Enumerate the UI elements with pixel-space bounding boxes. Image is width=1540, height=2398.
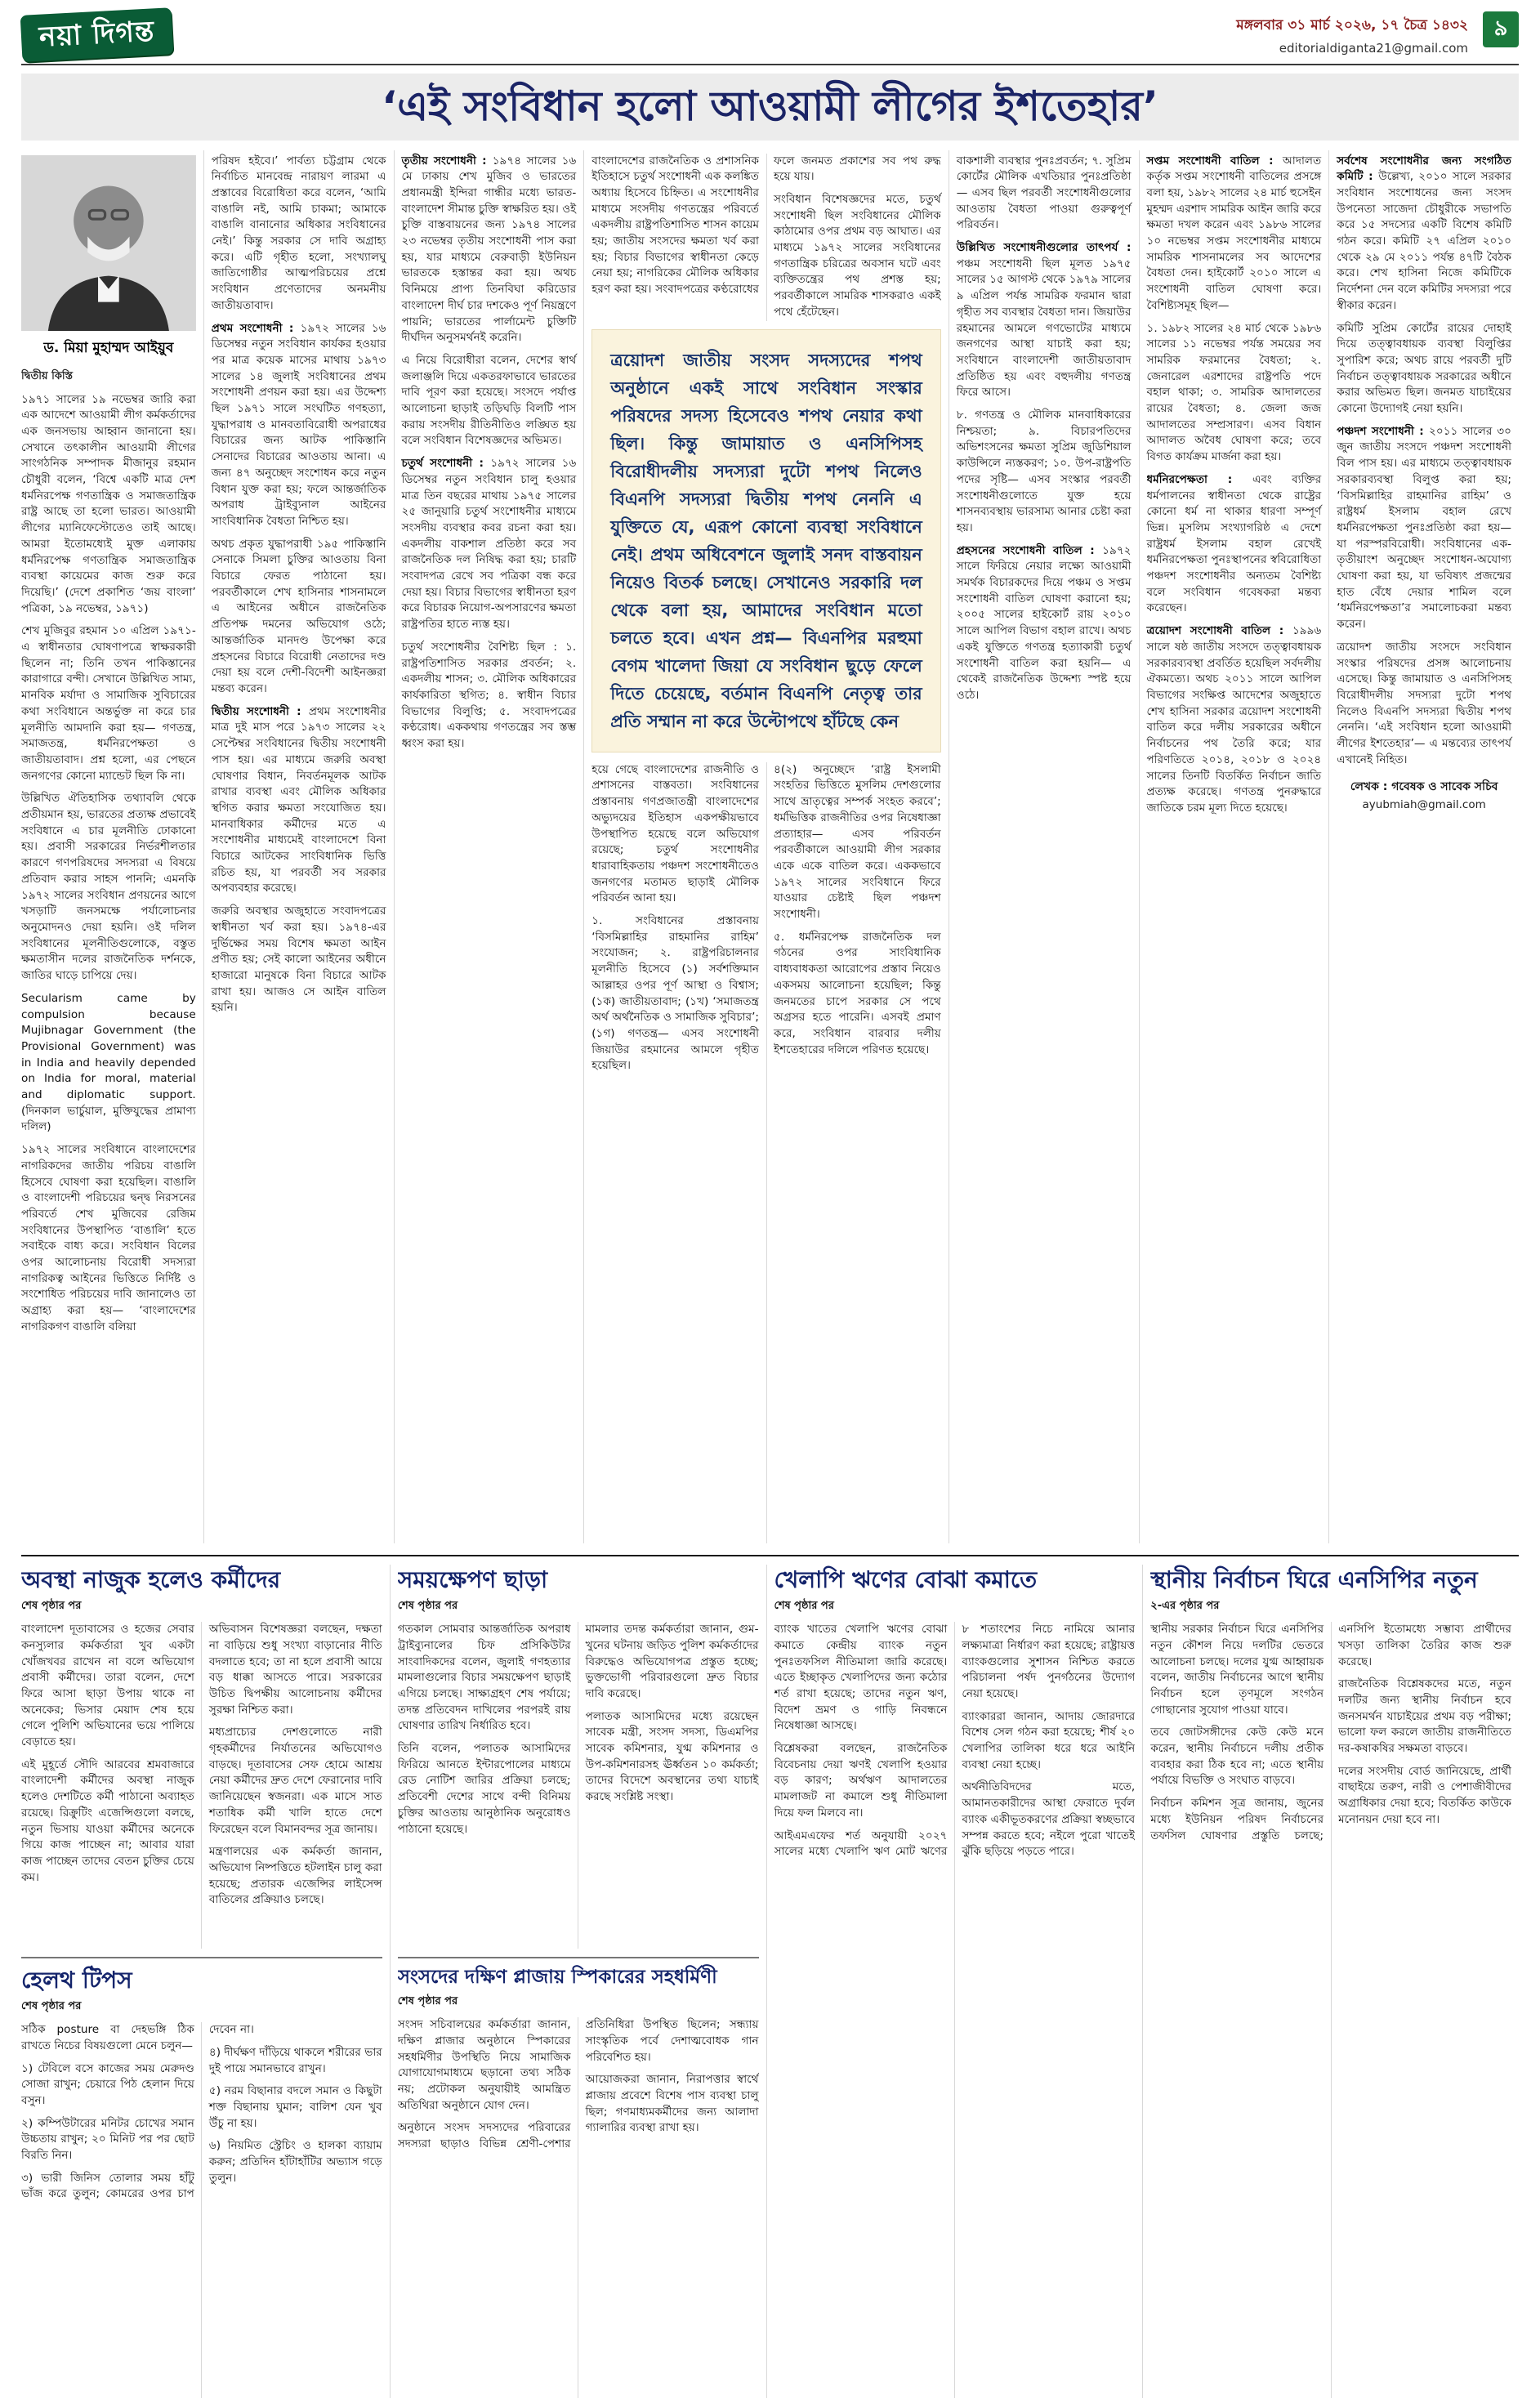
- body-paragraph: ১. ১৯৮২ সালের ২৪ মার্চ থেকে ১৯৮৬ সালের ১১ নভেম্বর পর্যন্ত সময়ের সব সামরিক ফরমানের বৈধতা; ২. জেনারেল এরশাদের রাষ্ট্রপতি পদে বহাল থাকা; ৩. সামরিক আদালতের রায়ের বৈধতা; ৪. জেলা জজ আদালতের সম্প্রসারণ। এসব বিধান আদালত অবৈধ ঘোষণা করে; তবে বিগত কার্যক্রম মার্জনা করা হয়।: [1146, 321, 1322, 464]
- workers-headline: অবস্থা নাজুক হলেও কর্মীদের: [21, 1565, 281, 1593]
- bottom-group-4: [1142, 1565, 1519, 2398]
- body-paragraph: এ নিয়ে বিরোধীরা বলেন, দেশের স্বার্থ জলাঞ্জলি দিয়ে একতরফাভাবে ভারতের দাবি পূরণ করা হয়েছে। সংসদে পর্যাপ্ত আলোচনা ছাড়াই তড়িঘড়ি বিলটি পাস করায় সংসদীয় রীতিনীতিও লঙ্ঘিত হয় বলে সংবিধান বিশেষজ্ঞদের অভিমত।: [401, 353, 577, 448]
- bottom-group-2: [390, 1565, 766, 2398]
- body-paragraph: অভিবাসন বিশেষজ্ঞরা বলছেন, দক্ষতা না বাড়িয়ে শুধু সংখ্যা বাড়ানোর নীতি বদলাতে হবে; তা না হলে প্রবাসী আয়ে বড় ধাক্কা আসতে পারে। সরকারের উচিত দ্বিপক্ষীয় আলোচনায় কর্মীদের সুরক্ষা নিশ্চিত করা।: [208, 1623, 382, 1717]
- body-paragraph: সপ্তম সংশোধনী বাতিল : আদালত কর্তৃক সপ্তম সংশোধনী বাতিলের প্রসঙ্গে বলা হয়, ১৯৮২ সালের ২৪ মার্চ হুসেইন মুহম্মদ এরশাদ সামরিক আইন জারি করে ক্ষমতা দখল করেন এবং ১৯৮৬ সালের ১০ নভেম্বর সপ্তম সংশোধনীর মাধ্যমে সামরিক শাসনামলের সব আদেশের বৈধতা দেন। হাইকোর্ট ২০১০ সালে এ সংশোধনী বাতিল ঘোষণা করে। বৈশিষ্ট্যসমূহ ছিল—: [1146, 154, 1322, 312]
- body-paragraph: অথচ প্রকৃত যুদ্ধাপরাধী ১৯৫ পাকিস্তানি সেনাকে সিমলা চুক্তির আওতায় বিনা বিচারে ফেরত পাঠানো হয়। পরবর্তীকালে শেখ হাসিনার শাসনামলে এ আইনের অধীনে রাজনৈতিক প্রতিপক্ষ দমনের অভিযোগ ওঠে; আন্তর্জাতিক মানদণ্ড উপেক্ষা করে প্রহসনের বিচারে বিরোধী নেতাদের দণ্ড দেয়া হয় বলে দেশী-বিদেশী আইনজ্ঞরা মন্তব্য করেন।: [211, 537, 386, 695]
- body-paragraph: সঠিক posture বা দেহভঙ্গি ঠিক রাখতে নিচের বিষয়গুলো মেনে চলুন—: [21, 2023, 194, 2052]
- masthead-logo: নয়া দিগন্ত: [20, 7, 174, 62]
- headline-band: [21, 74, 1519, 141]
- body-paragraph: ৪(২) অনুচ্ছেদে ‘রাষ্ট্র ইসলামী সংহতির ভিত্তিতে মুসলিম দেশগুলোর সাথে ভ্রাতৃত্বের সম্পর্ক সংহত করবে’; ধর্মভিত্তিক রাজনীতির ওপর নিষেধাজ্ঞা প্রত্যাহার— এসব পরিবর্তন পরবর্তীকালে আওয়ামী লীগ সরকার একে একে বাতিল করে। এককভাবে ১৯৭২ সালের সংবিধানে ফিরে যাওয়ার চেষ্টাই ছিল পঞ্চদশ সংশোধনী।: [774, 762, 941, 922]
- article-column-6: [949, 150, 1139, 1543]
- mid-columns-top-text: [591, 154, 941, 321]
- body-paragraph: এই মুহূর্তে সৌদি আরবের শ্রমবাজারে বাংলাদেশী কর্মীদের অবস্থা নাজুক হলেও দেশটিতে কর্মী পাঠানো অব্যাহত রয়েছে। রিক্রুটিং এজেন্সিগুলো বলছে, নতুন ভিসায় যাওয়া কর্মীদের অনেকে গিয়ে কাজ পাচ্ছেন না; আবার যারা কাজ পাচ্ছেন তাদের বেতন চুক্তির চেয়ে কম।: [21, 1757, 194, 1884]
- author-credit-email: ayubmiah@gmail.com: [1362, 797, 1486, 811]
- mid-columns-bottom-text: [591, 762, 941, 1543]
- body-paragraph: তবে জোটসঙ্গীদের কেউ কেউ মনে করেন, স্থানীয় নির্বাচনে দলীয় প্রতীক ব্যবহার করা ঠিক হবে না; এতে স্থানীয় পর্যায়ে বিভক্তি ও সংঘাত বাড়বে।: [1150, 1726, 1324, 1788]
- body-paragraph: কমিটি সুপ্রিম কোর্টের রায়ের দোহাই দিয়ে তত্ত্বাবধায়ক ব্যবস্থা বিলুপ্তির সুপারিশ করে; অথচ রায়ে পরবর্তী দুটি নির্বাচন তত্ত্বাবধায়ক সরকারের অধীনে করার অভিমত ছিল। জনমত যাচাইয়ের কোনো উদ্যোগই নেয়া হয়নি।: [1337, 321, 1511, 416]
- body-paragraph: রাজনৈতিক বিশ্লেষকদের মতে, নতুন দলটির জন্য স্থানীয় নির্বাচন হবে জনসমর্থন যাচাইয়ের প্রথম বড় পরীক্ষা; ভালো ফল করলে জাতীয় রাজনীতিতে দর-কষাকষির সক্ষমতা বাড়বে।: [1338, 1677, 1511, 1756]
- section-divider: [21, 1555, 1519, 1556]
- body-paragraph: অনুষ্ঠানে সংসদ সদস্যদের পরিবারের সদস্যরা ছাড়াও বিভিন্ন শ্রেণী-পেশার প্রতিনিধিরা উপস্থিত ছিলেন; সন্ধ্যায় সাংস্কৃতিক পর্বে দেশাত্মবোধক গান পরিবেশিত হয়।: [397, 2018, 759, 2151]
- body-paragraph: দ্বিতীয় সংশোধনী : প্রথম সংশোধনীর মাত্র দুই মাস পরে ১৯৭৩ সালের ২২ সেপ্টেম্বর সংবিধানের দ্বিতীয় সংশোধনী পাস হয়। এর মাধ্যমে জরুরি অবস্থা ঘোষণার বিধান, নিবর্তনমূলক আটক রাখার ব্যবস্থা এবং মৌলিক অধিকার স্থগিত করার ক্ষমতা সংযোজিত হয়। মানবাধিকার কর্মীদের মতে এ সংশোধনীর মাধ্যমেই বাংলাদেশে বিনা বিচারে আটকের সাংবিধানিক ভিত্তি রচিত হয়, যা পরবর্তী সব সরকার অপব্যবহার করেছে।: [211, 704, 386, 895]
- body-paragraph: মধ্যপ্রাচ্যের দেশগুলোতে নারী গৃহকর্মীদের নির্যাতনের অভিযোগও বাড়ছে। দূতাবাসের সেফ হোমে আশ্রয় নেয়া কর্মীদের দ্রুত দেশে ফেরানোর দাবি জানিয়েছেন স্বজনরা। এক মাসে সাত শতাধিক কর্মী খালি হাতে দেশে ফিরেছেন বলে বিমানবন্দর সূত্র জানায়।: [208, 1726, 382, 1836]
- article-column-1: [21, 150, 203, 1543]
- article-tribunal-delay: [398, 1565, 759, 1949]
- body-paragraph: ২) কম্পিউটারের মনিটর চোখের সমান উচ্চতায় রাখুন; ২০ মিনিট পর পর ছোট বিরতি নিন।: [21, 2116, 194, 2163]
- page-header: [0, 0, 1540, 64]
- body-paragraph: তৃতীয় সংশোধনী : ১৯৭৪ সালের ১৬ মে ঢাকায় শেখ মুজিব ও ভারতের প্রধানমন্ত্রী ইন্দিরা গান্ধীর মধ্যে ভারত-বাংলাদেশ সীমান্ত চুক্তি স্বাক্ষরিত হয়। ওই চুক্তি বাস্তবায়নের জন্য ১৯৭৪ সালের ২৩ নভেম্বর তৃতীয় সংশোধনী পাস করা হয়, যার মাধ্যমে বেরুবাড়ী ইউনিয়ন ভারতকে হস্তান্তর করা হয়। অথচ বিনিময়ে প্রাপ্য তিনবিঘা করিডোর বাংলাদেশ দীর্ঘ চার দশকেও পূর্ণ নিয়ন্ত্রণে পায়নি; ভারতের পার্লামেন্ট চুক্তিটি দীর্ঘদিন অনুসমর্থনই করেনি।: [401, 154, 577, 345]
- article-workers: [21, 1565, 382, 1949]
- article-column-2: [203, 150, 394, 1543]
- article-speaker-spouse: [398, 1957, 759, 2398]
- health-tips-body: [21, 2022, 382, 2397]
- body-paragraph: ত্রয়োদশ জাতীয় সংসদে সংবিধান সংস্কার পরিষদের প্রসঙ্গ আলোচনায় এসেছে। কিন্তু জামায়াত ও এনসিপিসহ বিরোধীদলীয় সদস্যরা দুটো শপথ নিলেও বিএনপি সদস্যরা দ্বিতীয় শপথ নেননি। ‘এই সংবিধান হলো আওয়ামী লীগের ইশতেহার’— এ মন্তব্যের তাৎপর্য এখানেই নিহিত।: [1337, 640, 1511, 766]
- body-paragraph: বিশ্লেষকরা বলছেন, রাজনৈতিক বিবেচনায় দেয়া ঋণই খেলাপি হওয়ার বড় কারণ; অর্থঋণ আদালতের মামলাজট না কমালে শুধু নীতিমালা দিয়ে ফল মিলবে না।: [774, 1742, 948, 1820]
- body-paragraph: জরুরি অবস্থার অজুহাতে সংবাদপত্রের স্বাধীনতা খর্ব করা হয়। ১৯৭৪-এর দুর্ভিক্ষের সময় বিশেষ ক্ষমতা আইন প্রণীত হয়; সেই কালো আইনের অধীনে হাজারো মানুষকে বিনা বিচারে আটক রাখা হয়। আজও সে আইন বাতিল হয়নি।: [211, 904, 386, 1015]
- body-paragraph: ৫) নরম বিছানার বদলে সমান ও কিছুটা শক্ত বিছানায় ঘুমান; বালিশ যেন খুব উঁচু না হয়।: [208, 2084, 382, 2130]
- body-paragraph: শেখ মুজিবুর রহমান ১০ এপ্রিল ১৯৭১-এ স্বাধীনতার ঘোষণাপত্রে স্বাক্ষরকারী ছিলেন না; তিনি তখন পাকিস্তানের কারাগারে বন্দী। সেখানে উল্লিখিত সাম্য, মানবিক মর্যাদা ও সামাজিক সুবিচারের কথা সংবিধানে অন্তর্ভুক্ত না করে চার মূলনীতি আমদানি করা হয়— গণতন্ত্র, সমাজতন্ত্র, ধর্মনিরপেক্ষতা ও জাতীয়তাবাদ। প্রশ্ন হলো, এর পেছনে জনগণের কোনো ম্যান্ডেট ছিল কি না।: [21, 624, 196, 783]
- delay-continued-from: শেষ পৃষ্ঠার পর: [397, 1600, 458, 1613]
- dateline: মঙ্গলবার ৩১ মার্চ ২০২৬, ১৭ চৈত্র ১৪৩২: [1236, 17, 1468, 33]
- author-name: ড. মিয়া মুহাম্মদ আইয়ুব: [43, 339, 174, 356]
- body-paragraph: ৫. ধর্মনিরপেক্ষ রাজনৈতিক দল গঠনের ওপর সাংবিধানিক বাধ্যবাধকতা আরোপের প্রস্তাব নিয়েও একসময় আলোচনা হয়েছিল; কিন্তু জনমতের চাপে সরকার সে পথে অগ্রসর হতে পারেনি। এসবই প্রমাণ করে, সংবিধান বারবার দলীয় ইশতেহারের দলিলে পরিণত হয়েছে।: [774, 930, 941, 1056]
- article-defaulted-loans: [774, 1565, 1136, 2398]
- loans-continued-from: শেষ পৃষ্ঠার পর: [774, 1600, 834, 1613]
- column-8-body: [1337, 154, 1511, 769]
- article-columns-4-5: [583, 150, 949, 1543]
- ncp-body: [1150, 1622, 1511, 2397]
- bottom-group-1: [21, 1565, 390, 2398]
- article-ncp-local-elections: [1150, 1565, 1511, 2398]
- speaker-continued-from: শেষ পৃষ্ঠার পর: [397, 1995, 458, 2008]
- health-tips-continued-from: শেষ পৃষ্ঠার পর: [21, 2000, 82, 2013]
- loans-body: [774, 1622, 1136, 2397]
- body-paragraph: বাংলাদেশের রাজনৈতিক ও প্রশাসনিক ইতিহাসে চতুর্থ সংশোধনী এক কলঙ্কিত অধ্যায় হিসেবে চিহ্নিত। এ সংশোধনীর মাধ্যমে সংসদীয় গণতন্ত্রের পরিবর্তে একদলীয় রাষ্ট্রপতিশাসিত শাসন কায়েম হয়; জাতীয় সংসদের ক্ষমতা খর্ব করা হয়; বিচার বিভাগের স্বাধীনতা কেড়ে নেয়া হয়; নাগরিকের মৌলিক অধিকার হরণ করা হয়। সংবাদপত্রের কণ্ঠরোধের ফলে জনমত প্রকাশের সব পথ রুদ্ধ হয়ে যায়।: [591, 154, 941, 297]
- contact-email: editorialdiganta21@gmail.com: [1279, 41, 1468, 56]
- header-divider: [21, 64, 1519, 65]
- health-tips-headline: হেলথ টিপস: [21, 1966, 132, 1994]
- body-paragraph: দলের সংসদীয় বোর্ড জানিয়েছে, প্রার্থী বাছাইয়ে তরুণ, নারী ও পেশাজীবীদের অগ্রাধিকার দেয়া হবে; বিতর্কিত কাউকে মনোনয়ন দেয়া হবে না।: [1338, 1764, 1511, 1826]
- speaker-headline: সংসদের দক্ষিণ প্লাজায় স্পিকারের সহধর্মিণী: [397, 1966, 717, 1988]
- body-paragraph: উল্লিখিত সংশোধনীগুলোর তাৎপর্য : পঞ্চম সংশোধনী ছিল মূলত ১৯৭৫ সালের ১৫ আগস্ট থেকে ১৯৭৯ সালের ৯ এপ্রিল পর্যন্ত সামরিক ফরমান দ্বারা গৃহীত সব ব্যবস্থার বৈধতা দান। জিয়াউর রহমানের আমলে গণভোটের মাধ্যমে জনগণের আস্থা যাচাই করা হয়; সংবিধানে বাংলাদেশী জাতীয়তাবাদ প্রতিষ্ঠিত হয় এবং বহুদলীয় গণতন্ত্র ফিরে আসে।: [956, 241, 1132, 400]
- body-paragraph: প্রথম সংশোধনী : ১৯৭২ সালের ১৬ ডিসেম্বর নতুন সংবিধান কার্যকর হওয়ার পর মাত্র কয়েক মাসের মাথায় ১৯৭৩ সালের ১৪ জুলাই সংবিধানের প্রথম সংশোধনী প্রণয়ন করা হয়। এর উদ্দেশ্য ছিল ১৯৭১ সালে সংঘটিত গণহত্যা, যুদ্ধাপরাধ ও মানবতাবিরোধী অপরাধের বিচারের জন্য আটক পাকিস্তানি সেনাদের বিচারের আওতায় আনা। এ জন্য ৪৭ অনুচ্ছেদ সংশোধন করে নতুন বিধান যুক্ত করা হয়; ফলে আন্তর্জাতিক অপরাধ ট্রাইব্যুনাল আইনের সাংবিধানিক বৈধতা নিশ্চিত হয়।: [211, 321, 386, 528]
- page-number-badge: ৯: [1483, 11, 1519, 47]
- body-paragraph: গতকাল সোমবার আন্তর্জাতিক অপরাধ ট্রাইব্যুনালের চিফ প্রসিকিউটর সাংবাদিকদের বলেন, জুলাই গণহত্যার মামলাগুলোর বিচার সময়ক্ষেপণ ছাড়াই এগিয়ে চলছে। সাক্ষ্যগ্রহণ শেষ পর্যায়ে; তদন্ত প্রতিবেদন দাখিলের পরপরই রায় ঘোষণার তারিখ নির্ধারিত হবে।: [397, 1623, 571, 1733]
- body-paragraph: চতুর্থ সংশোধনী : ১৯৭২ সালের ১৬ ডিসেম্বর নতুন সংবিধান চালু হওয়ার মাত্র তিন বছরের মাথায় ১৯৭৫ সালের ২৫ জানুয়ারি চতুর্থ সংশোধনীর মাধ্যমে সংসদীয় ব্যবস্থার কবর রচনা করা হয়। একদলীয় বাকশাল প্রতিষ্ঠা করে সব রাজনৈতিক দল নিষিদ্ধ করা হয়; চারটি সংবাদপত্র রেখে সব পত্রিকা বন্ধ করে দেয়া হয়। বিচার বিভাগের স্বাধীনতা হরণ করে বিচারক নিয়োগ-অপসারণের ক্ষমতা রাষ্ট্রপতির হাতে ন্যস্ত হয়।: [401, 457, 577, 632]
- workers-body: [21, 1622, 382, 1948]
- body-paragraph: ১) টেবিলে বসে কাজের সময় মেরুদণ্ড সোজা রাখুন; চেয়ারে পিঠ হেলান দিয়ে বসুন।: [21, 2061, 194, 2107]
- body-paragraph: উল্লিখিত ঐতিহাসিক তথ্যাবলি থেকে প্রতীয়মান হয়, ভারতের প্রত্যক্ষ প্রভাবেই সংবিধানে এ চার মূলনীতি ঢোকানো হয়। প্রবাসী সরকারের নির্ভরশীলতার কারণে গণপরিষদের সদস্যরা এ বিষয়ে প্রতিবাদ করার সাহস পাননি; এমনকি ১৯৭২ সালের সংবিধান প্রণয়নের আগে খসড়াটি জনসমক্ষে পর্যালোচনার অনুমোদনও দেয়া হয়নি। ওই দলিল সংবিধানের মূলনীতিগুলোকে, বস্তুত ক্ষমতাসীন দলের রাজনৈতিক দর্শনকে, জাতির ঘাড়ে চাপিয়ে দেয়।: [21, 792, 196, 983]
- body-paragraph: ৬) নিয়মিত স্ট্রেচিং ও হালকা ব্যায়াম করুন; প্রতিদিন হাঁটাহাঁটির অভ্যাস গড়ে তুলুন।: [208, 2139, 382, 2185]
- body-paragraph: ব্যাংকাররা জানান, আদায় জোরদারে বিশেষ সেল গঠন করা হয়েছে; শীর্ষ ২০ খেলাপির তালিকা ধরে ধরে আইনি ব্যবস্থা নেয়া হচ্ছে।: [962, 1709, 1136, 1771]
- workers-continued-from: শেষ পৃষ্ঠার পর: [21, 1600, 82, 1613]
- body-paragraph: ১৯৭১ সালের ১৯ নভেম্বর জারি করা এক আদেশে আওয়ামী লীগ কর্মকর্তাদের এক জনসভায় আহ্বান জানানো হয়। সেখানে তৎকালীন আওয়ামী লীগের সাংগঠনিক সম্পাদক মীজানুর রহমান চৌধুরী বলেন, ‘বিশ্বে একটি মাত্র দেশ ধর্মনিরপেক্ষ গণতান্ত্রিক ও সমাজতান্ত্রিক রাষ্ট্র আছে তা হলো ভারত। আওয়ামী লীগের ম্যানিফেস্টোতেও তাই আছে। আমরা ইতোমধ্যেই মুক্ত এলাকায় ধর্মনিরপেক্ষ গণতান্ত্রিক সমাজতান্ত্রিক ব্যবস্থা কায়েমের কাজ শুরু করে দিয়েছি।’ (দেশে প্রকাশিত ‘জয় বাংলা’ পত্রিকা, ১৯ নভেম্বর, ১৯৭১): [21, 392, 196, 615]
- article-health-tips: [21, 1957, 382, 2398]
- body-paragraph: অর্থনীতিবিদদের মতে, আমানতকারীদের আস্থা ফেরাতে দুর্বল ব্যাংক একীভূতকরণের প্রক্রিয়া স্বচ্ছভাবে সম্পন্ন করতে হবে; নইলে পুরো খাতেই ঝুঁকি ছড়িয়ে পড়তে পারে।: [962, 1780, 1136, 1859]
- ncp-continued-from: ২-এর পৃষ্ঠার পর: [1150, 1600, 1220, 1613]
- body-paragraph: সংসদ সচিবালয়ের কর্মকর্তারা জানান, দক্ষিণ প্লাজার অনুষ্ঠানে স্পিকারের সহধর্মিণীর উপস্থিতি নিয়ে সামাজিক যোগাযোগমাধ্যমে ছড়ানো তথ্য সঠিক নয়; প্রটোকল অনুযায়ীই আমন্ত্রিত অতিথিরা অনুষ্ঠানে যোগ দেন।: [397, 2018, 571, 2112]
- author-photo: [21, 155, 196, 331]
- article-column-7: [1139, 150, 1329, 1543]
- ncp-headline: স্থানীয় নির্বাচন ঘিরে এনসিপির নতুন: [1150, 1565, 1478, 1593]
- bottom-section: [21, 1565, 1519, 2398]
- author-card: [21, 155, 196, 360]
- article-column-3: [394, 150, 584, 1543]
- body-paragraph: ১. সংবিধানের প্রস্তাবনায় ‘বিসমিল্লাহির রাহমানির রাহিম’ সংযোজন; ২. রাষ্ট্রপরিচালনার মূলনীতি হিসেবে (১) সর্বশক্তিমান আল্লাহর ওপর পূর্ণ আস্থা ও বিশ্বাস; (১ক) জাতীয়তাবাদ; (১খ) ‘সমাজতন্ত্র অর্থ অর্থনৈতিক ও সামাজিক সুবিচার’; (১গ) গণতন্ত্র— এসব সংশোধনী জিয়াউর রহমানের আমলে গৃহীত হয়েছিল।: [591, 914, 759, 1073]
- body-paragraph: ১৯৭২ সালের সংবিধানে বাংলাদেশের নাগরিকদের জাতীয় পরিচয় বাঙালি হিসেবে ঘোষণা করা হয়েছিল। বাঙালি ও বাংলাদেশী পরিচয়ের দ্বন্দ্ব নিরসনের পরিবর্তে শেখ মুজিবের রেজিম সংবিধানের উপস্থাপিত ‘বাঙালি’ হতে সবাইকে বাধ্য করে। সংবিধান বিলের ওপর আলোচনায় বিরোধী সদস্যরা নাগরিকত্ব আইনের ভিত্তিতে নির্দিষ্ট ও সংশোধিত পরিচয়ের দাবি জানালেও তা অগ্রাহ্য করা হয়— ‘বাংলাদেশের নাগরিকগণ বাঙালি বলিয়া: [21, 1143, 196, 1333]
- main-headline: ‘এই সংবিধান হলো আওয়ামী লীগের ইশতেহার’: [382, 83, 1158, 130]
- loans-headline: খেলাপি ঋণের বোঝা কমাতে: [774, 1565, 1038, 1593]
- pull-quote: ত্রয়োদশ জাতীয় সংসদ সদস্যদের শপথ অনুষ্ঠানে একই সাথে সংবিধান সংস্কার পরিষদের সদস্য হিসেবেও শপথ নেয়ার কথা ছিল। কিন্তু জামায়াত ও এনসিপিসহ বিরোধীদলীয় সদস্যরা দুটো শপথ নিলেও বিএনপি সদস্যরা দ্বিতীয় শপথ নেননি এ যুক্তিতে যে, এরূপ কোনো ব্যবস্থা সংবিধানে নেই। প্রথম অধিবেশনে জুলাই সনদ বাস্তবায়ন নিয়েও বিতর্ক চলছে। সেখানেও সরকারি দল থেকে বলা হয়, আমাদের সংবিধান মতো চলতে হবে। এখন প্রশ্ন— বিএনপির মরহুমা বেগম খালেদা জিয়া যে সংবিধান ছুড়ে ফেলে দিতে চেয়েছে, বর্তমান বিএনপি নেতৃত্ব তার প্রতি সম্মান না করে উল্টোপথে হাঁটছে কেন: [591, 329, 941, 752]
- body-paragraph: মন্ত্রণালয়ের এক কর্মকর্তা জানান, অভিযোগ নিষ্পত্তিতে হটলাইন চালু করা হয়েছে; প্রতারক এজেন্সির লাইসেন্স বাতিলের প্রক্রিয়াও চলছে।: [208, 1845, 382, 1907]
- body-paragraph: বাংলাদেশ দূতাবাসের ও হজের সেবার কনস্যুলার কর্মকর্তারা খুব একটা খোঁজখবর রাখেন না বলে অভিযোগ প্রবাসী কর্মীদের। তারা বলেন, দেশে ফিরে আসা ছাড়া উপায় থাকে না অনেকের; ভিসার মেয়াদ শেষ হয়ে গেলে পুলিশি অভিযানের ভয়ে পালিয়ে বেড়াতে হয়।: [21, 1623, 194, 1749]
- body-paragraph: পঞ্চদশ সংশোধনী : ২০১১ সালের ৩০ জুন জাতীয় সংসদে পঞ্চদশ সংশোধনী বিল পাস হয়। এর মাধ্যমে তত্ত্বাবধায়ক সরকারব্যবস্থা বিলুপ্ত করা হয়; ‘বিসমিল্লাহির রাহমানির রাহিম’ ও রাষ্ট্রধর্ম ইসলাম বহাল রেখে ধর্মনিরপেক্ষতা পুনঃপ্রতিষ্ঠা করা হয়— যা পরস্পরবিরোধী। সংবিধানের এক-তৃতীয়াংশ অনুচ্ছেদ সংশোধন-অযোগ্য ঘোষণা করা হয়, যা ভবিষ্যৎ প্রজন্মের হাত বেঁধে দেয়ার শামিল বলে ‘ধর্মনিরপেক্ষতা’র সমালোচকরা মন্তব্য করেন।: [1337, 424, 1511, 632]
- body-paragraph: স্থানীয় সরকার নির্বাচন ঘিরে এনসিপির নতুন কৌশল নিয়ে দলটির ভেতরে আলোচনা চলছে। দলের যুগ্ম আহ্বায়ক বলেন, জাতীয় নির্বাচনের আগে স্থানীয় নির্বাচন হলে তৃণমূলে সংগঠন গোছানোর সুযোগ পাওয়া যাবে।: [1150, 1623, 1324, 1717]
- article-column-8: [1328, 150, 1519, 1543]
- body-paragraph: ৩) ভারী জিনিস তোলার সময় হাঁটু ভাঁজ করে তুলুন; কোমরের ওপর চাপ দেবেন না।: [21, 2023, 254, 2201]
- body-paragraph: সংবিধান বিশেষজ্ঞদের মতে, চতুর্থ সংশোধনী ছিল সংবিধানের মৌলিক কাঠামোর ওপর প্রথম বড় আঘাত। এর মাধ্যমে ১৯৭২ সালের সংবিধানের গণতান্ত্রিক চরিত্রের অবসান ঘটে এবং ব্যক্তিতন্ত্রের পথ প্রশস্ত হয়; পরবর্তীকালে সামরিক শাসকরাও একই পথে হেঁটেছেন।: [774, 192, 941, 319]
- body-paragraph: ধর্মনিরপেক্ষতা : এবং ব্যক্তির ধর্মপালনের স্বাধীনতা থেকে রাষ্ট্রের কোনো ধর্ম না থাকার ধারণা সম্পূর্ণ ভিন্ন। মুসলিম সংখ্যাগরিষ্ঠ এ দেশে রাষ্ট্রধর্ম ইসলাম বহাল রেখেই ধর্মনিরপেক্ষতা পুনঃস্থাপনের স্ববিরোধিতা পঞ্চদশ সংশোধনীর অন্যতম বৈশিষ্ট্য বলে সংবিধান গবেষকরা মন্তব্য করেছেন।: [1146, 472, 1322, 615]
- body-paragraph: পলাতক আসামিদের মধ্যে রয়েছেন সাবেক মন্ত্রী, সংসদ সদস্য, ডিএমপির সাবেক কমিশনার, যুগ্ম কমিশনার ও উপ-কমিশনারসহ ঊর্ধ্বতন ১০ কর্মকর্তা; তাদের বিদেশে অবস্থানের তথ্য যাচাই করছে সংশ্লিষ্ট সংস্থা।: [585, 1709, 759, 1804]
- body-paragraph: প্রহসনের সংশোধনী বাতিল : ১৯৭২ সালে ফিরিয়ে নেয়ার লক্ষ্যে আওয়ামী সমর্থক বিচারকদের দিয়ে পঞ্চম ও সপ্তম সংশোধনী বাতিল ঘোষণা করানো হয়; ২০০৫ সালের হাইকোর্ট রায় ২০১০ সালে আপিল বিভাগ বহাল রাখে। অথচ একই যুক্তিতে গণতন্ত্র হত্যাকারী চতুর্থ সংশোধনী বাতিল করা হয়নি— এ থেকেই রাজনৈতিক উদ্দেশ্য স্পষ্ট হয়ে ওঠে।: [956, 543, 1132, 702]
- body-paragraph: ত্রয়োদশ সংশোধনী বাতিল : ১৯৯৬ সালে ষষ্ঠ জাতীয় সংসদে তত্ত্বাবধায়ক সরকারব্যবস্থা প্রবর্তিত হয়েছিল সর্বদলীয় ঐকমত্যে। অথচ ২০১১ সালে আপিল বিভাগের সংক্ষিপ্ত আদেশের অজুহাতে শেখ হাসিনা সরকার ত্রয়োদশ সংশোধনী বাতিল করে দলীয় সরকারের অধীনে নির্বাচনের পথ তৈরি করে; যার পরিণতিতে ২০১৪, ২০১৮ ও ২০২৪ সালের তিনটি বিতর্কিত নির্বাচন জাতি প্রত্যক্ষ করেছে। গণতন্ত্র পুনরুদ্ধারে জাতিকে চরম মূল্য দিতে হয়েছে।: [1146, 624, 1322, 815]
- body-paragraph: চতুর্থ সংশোধনীর বৈশিষ্ট্য ছিল : ১. রাষ্ট্রপতিশাসিত সরকার প্রবর্তন; ২. একদলীয় শাসন; ৩. মৌলিক অধিকারের কার্যকারিতা স্থগিত; ৪. স্বাধীন বিচার বিভাগের বিলুপ্তি; ৫. সংবাদপত্রের কণ্ঠরোধ। এককথায় গণতন্ত্রের সব স্তম্ভ ধ্বংস করা হয়।: [401, 640, 577, 751]
- bottom-group-3: [766, 1565, 1143, 2398]
- lead-article: [21, 150, 1519, 1543]
- body-paragraph: বাকশালী ব্যবস্থার পুনঃপ্রবর্তন; ৭. সুপ্রিম কোর্টের মৌলিক এখতিয়ার পুনঃপ্রতিষ্ঠা— এসব ছিল পরবর্তী সংশোধনীগুলোর আওতায় বৈধতা পাওয়া গুরুত্বপূর্ণ পরিবর্তন।: [956, 154, 1132, 232]
- author-credit: লেখক : গবেষক ও সাবেক সচিব: [1350, 779, 1498, 793]
- body-paragraph: ৪) দীর্ঘক্ষণ দাঁড়িয়ে থাকলে শরীরের ভার দুই পায়ে সমানভাবে রাখুন।: [208, 2045, 382, 2075]
- body-paragraph: আইএমএফের শর্ত অনুযায়ী ২০২৭ সালের মধ্যে খেলাপি ঋণ মোট ঋণের ৮ শতাংশের নিচে নামিয়ে আনার লক্ষ্যমাত্রা নির্ধারণ করা হয়েছে; রাষ্ট্রায়ত্ত ব্যাংকগুলোর সুশাসন নিশ্চিত করতে পরিচালনা পর্ষদ পুনর্গঠনের উদ্যোগ নেয়া হয়েছে।: [774, 1623, 1136, 1859]
- body-paragraph: নির্বাচন কমিশন সূত্র জানায়, জুনের মধ্যে ইউনিয়ন পরিষদ নির্বাচনের তফসিল ঘোষণার প্রস্তুতি চলছে; এনসিপি ইতোমধ্যে সম্ভাব্য প্রার্থীদের খসড়া তালিকা তৈরির কাজ শুরু করেছে।: [1150, 1623, 1511, 1842]
- body-paragraph: ৮. গণতন্ত্র ও মৌলিক মানবাধিকারের নিশ্চয়তা; ৯. বিচারপতিদের অভিশংসনের ক্ষমতা সুপ্রিম জুডিশিয়াল কাউন্সিলে ন্যস্তকরণ; ১০. উপ-রাষ্ট্রপতি পদের সৃষ্টি— এসব সংস্কার পরবর্তী সংশোধনীগুলোতে যুক্ত হয়ে শাসনব্যবস্থায় ভারসাম্য আনার চেষ্টা করা হয়।: [956, 409, 1132, 534]
- delay-body: [398, 1622, 759, 1948]
- delay-headline: সময়ক্ষেপণ ছাড়া: [397, 1565, 548, 1593]
- body-paragraph: সর্বশেষ সংশোধনীর জন্য সংগঠিত কমিটি : উল্লেখ্য, ২০১০ সালে সরকার সংবিধান সংশোধনের জন্য সংসদ উপনেতা সাজেদা চৌধুরীকে সভাপতি করে ১৫ সদস্যের একটি বিশেষ কমিটি গঠন করে। কমিটি ২৭ এপ্রিল ২০১০ থেকে ২৯ মে ২০১১ পর্যন্ত ৪৭টি বৈঠক করে। শেখ হাসিনা নিজে কমিটিকে নির্দেশনা দেন বলে কমিটির সদস্যরা পরে স্বীকার করেন।: [1337, 154, 1511, 312]
- body-paragraph: আয়োজকরা জানান, নিরাপত্তার স্বার্থে প্লাজায় প্রবেশে বিশেষ পাস ব্যবস্থা চালু ছিল; গণমাধ্যমকর্মীদের জন্য আলাদা গ্যালারির ব্যবস্থা রাখা হয়।: [585, 2073, 759, 2135]
- speaker-body: [398, 2017, 759, 2397]
- body-paragraph: পরিষদ হইবে।’ পার্বত্য চট্টগ্রাম থেকে নির্বাচিত মানবেন্দ্র নারায়ণ লারমা এ প্রস্তাবের বিরোধিতা করে বলেন, ‘আমি বাঙালি নই, আমি চাকমা; আমাকে বাঙালি বানানোর অধিকার সংবিধানের নেই।’ কিন্তু সরকার সে দাবি অগ্রাহ্য করে। এটি গৃহীত হলো, সংখ্যালঘু জাতিগোষ্ঠীর আত্মপরিচয়ের প্রশ্নে সংবিধান প্রণেতাদের অনমনীয় জাতীয়তাবাদ।: [211, 154, 386, 312]
- body-paragraph: হয়ে গেছে বাংলাদেশের রাজনীতি ও প্রশাসনের বাস্তবতা। সংবিধানের প্রস্তাবনায় গণপ্রজাতন্ত্রী বাংলাদেশের অভ্যুদয়ের ইতিহাস একপক্ষীয়ভাবে উপস্থাপিত হয়েছে বলে অভিযোগ রয়েছে; চতুর্থ সংশোধনীর ধারাবাহিকতায় পঞ্চদশ সংশোধনীতেও জনগণের মতামত ছাড়াই মৌলিক পরিবর্তন আনা হয়।: [591, 762, 759, 905]
- body-paragraph: মামলার তদন্ত কর্মকর্তারা জানান, গুম-খুনের ঘটনায় জড়িত পুলিশ কর্মকর্তাদের বিরুদ্ধেও অভিযোগপত্র প্রস্তুত হচ্ছে; ভুক্তভোগী পরিবারগুলো দ্রুত বিচার দাবি করেছে।: [585, 1623, 759, 1700]
- body-paragraph: ব্যাংক খাতের খেলাপি ঋণের বোঝা কমাতে কেন্দ্রীয় ব্যাংক নতুন পুনঃতফসিল নীতিমালা জারি করেছে। এতে ইচ্ছাকৃত খেলাপিদের জন্য কঠোর শর্ত রাখা হয়েছে; তাদের নতুন ঋণ, বিদেশ ভ্রমণ ও গাড়ি নিবন্ধনে নিষেধাজ্ঞা আসছে।: [774, 1623, 948, 1733]
- body-paragraph: Secularism came by compulsion because Mujibnagar Government (the Provisional Government) was in India and heavily depended on India for moral, material and diplomatic support. (দিনকাল ভার্চুয়াল, মুক্তিযুদ্ধের প্রামাণ্য দলিল): [21, 991, 196, 1134]
- body-paragraph: তিনি বলেন, পলাতক আসামিদের ফিরিয়ে আনতে ইন্টারপোলের মাধ্যমে রেড নোটিশ জারির প্রক্রিয়া চলছে; প্রতিবেশী দেশের সাথে বন্দী বিনিময় চুক্তির আওতায় আনুষ্ঠানিক অনুরোধও পাঠানো হয়েছে।: [397, 1742, 571, 1836]
- installment-note: দ্বিতীয় কিস্তি: [21, 369, 73, 382]
- column-1-body: [21, 392, 196, 1336]
